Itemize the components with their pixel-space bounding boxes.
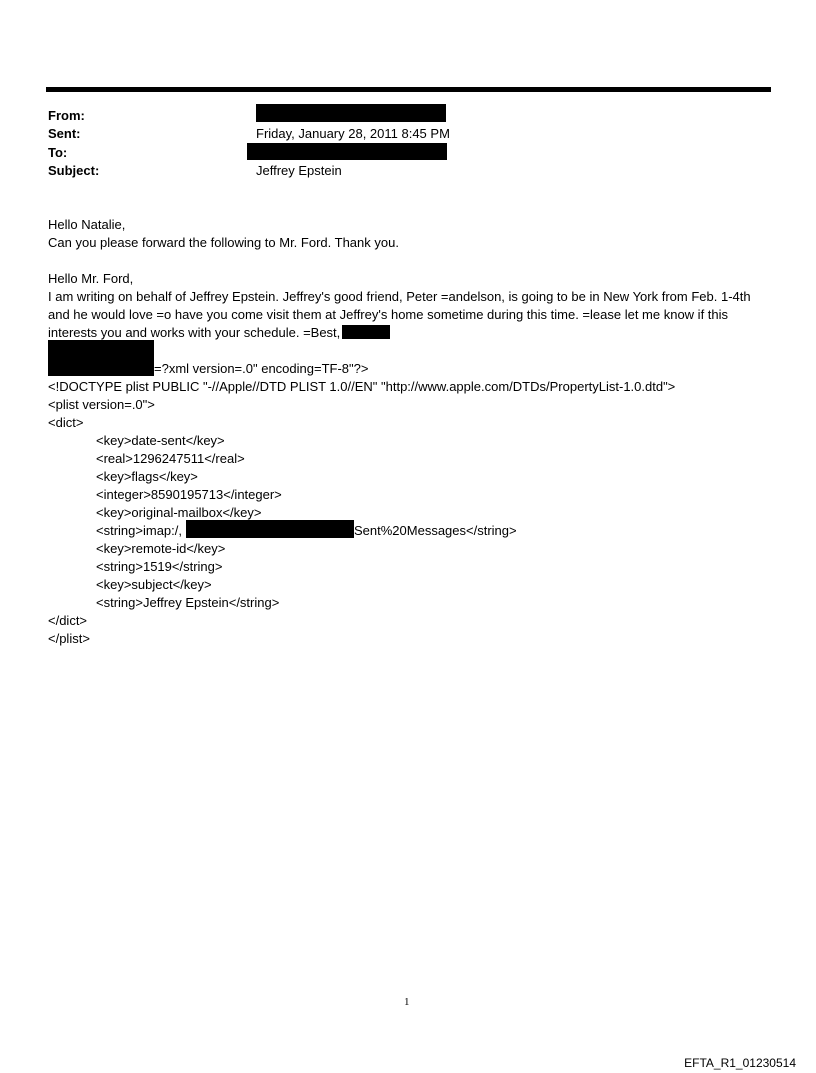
key-original-mailbox: <key>original-mailbox</key> bbox=[96, 505, 262, 520]
value-remote-id: <string>1519</string> bbox=[96, 559, 223, 574]
page-number: 1 bbox=[404, 996, 410, 1008]
sent-value: Friday, January 28, 2011 8:45 PM bbox=[256, 126, 450, 141]
value-mailbox-prefix: <string>imap:/, bbox=[96, 523, 182, 538]
from-redaction bbox=[256, 104, 446, 122]
value-mailbox-suffix: Sent%20Messages</string> bbox=[354, 523, 517, 538]
dict-close: </dict> bbox=[48, 613, 88, 628]
value-subject: <string>Jeffrey Epstein</string> bbox=[96, 595, 280, 610]
to-label: To: bbox=[48, 145, 68, 160]
message-text: I am writing on behalf of Jeffrey Epstein. Jeffrey's good friend, Peter =andelson, is going to be in New York from Feb. 1-4th and he would love =o have you come visit them at Jeffrey's home sometime during this time. =lease let me know if this interests you and works with your schedule. =Best, bbox=[48, 289, 751, 340]
forward-request: Can you please forward the following to Mr. Ford. Thank you. bbox=[48, 235, 399, 250]
mailbox-redaction bbox=[186, 520, 354, 538]
to-redaction bbox=[247, 143, 447, 160]
greeting-ford: Hello Mr. Ford, bbox=[48, 271, 134, 286]
message-paragraph bbox=[48, 288, 768, 342]
sent-label: Sent: bbox=[48, 126, 81, 141]
greeting-natalie: Hello Natalie, bbox=[48, 217, 126, 232]
plist-close: </plist> bbox=[48, 631, 90, 646]
key-flags: <key>flags</key> bbox=[96, 469, 198, 484]
key-remote-id: <key>remote-id</key> bbox=[96, 541, 226, 556]
value-flags: <integer>8590195713</integer> bbox=[96, 487, 282, 502]
document-id: EFTA_R1_01230514 bbox=[684, 1056, 796, 1070]
subject-value: Jeffrey Epstein bbox=[256, 163, 342, 178]
from-label: From: bbox=[48, 108, 85, 123]
plist-open: <plist version=.0"> bbox=[48, 397, 155, 412]
key-date-sent: <key>date-sent</key> bbox=[96, 433, 225, 448]
key-subject: <key>subject</key> bbox=[96, 577, 212, 592]
subject-label: Subject: bbox=[48, 163, 100, 178]
dict-open: <dict> bbox=[48, 415, 84, 430]
xml-declaration: =?xml version=.0" encoding=TF-8"?> bbox=[154, 361, 369, 376]
name-redaction bbox=[48, 340, 154, 376]
value-date-sent: <real>1296247511</real> bbox=[96, 451, 245, 466]
header-rule bbox=[46, 87, 771, 92]
xml-doctype: <!DOCTYPE plist PUBLIC "-//Apple//DTD PLIST 1.0//EN" "http://www.apple.com/DTDs/PropertyList-1.0.dtd"> bbox=[48, 379, 676, 394]
signature-redaction bbox=[342, 325, 390, 339]
